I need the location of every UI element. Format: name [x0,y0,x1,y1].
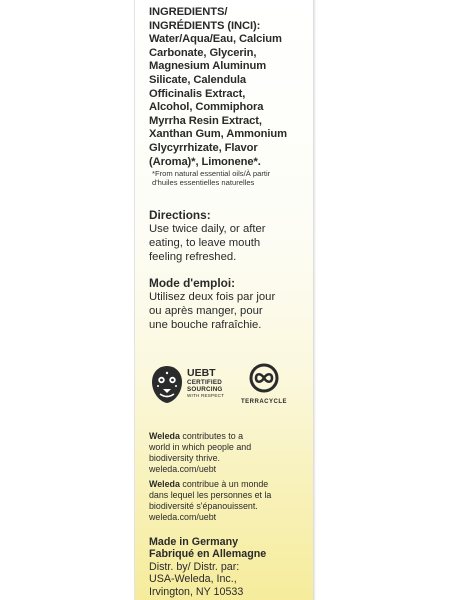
directions-line: Use twice daily, or after [149,223,266,235]
impact-text: contributes to a [179,431,244,441]
ingredient-line: Carbonate, Glycerin, [149,46,257,59]
directions-section [149,208,309,265]
uebt-url: weleda.com/uebt [149,464,217,474]
ingredient-line: Myrrha Resin Extract, [149,114,262,127]
mode-emploi-line: Utilisez deux fois par jour [149,291,276,303]
impact-line: world in which people and [149,442,252,452]
made-in-fr: Fabriqué en Allemagne [149,548,267,561]
impact-line: biodiversité s'épanouissent. [149,501,258,511]
impact-line [149,431,309,442]
uebt-tagline: WITH RESPECT [187,393,225,399]
brand-name: Weleda [149,431,180,441]
ingredient-line: Silicate, Calendula [149,73,246,86]
mode-emploi-line: ou après manger, pour [149,305,263,318]
ingredient-line: Glycyrrhizate, Flavor [149,141,258,154]
directions-line: eating, to leave mouth [149,237,261,250]
infinity-loop-icon [247,363,281,393]
impact-statement-fr [149,479,309,523]
ingredients-footnote: *From natural essential oils/À partir [152,169,271,179]
terracycle-label: TERRACYCLE [241,399,288,405]
uebt-title: UEBT [187,367,216,379]
ingredient-line: (Aroma)*, Limonene*. [149,155,261,168]
distributor-name: USA-Weleda, Inc., [149,573,237,586]
mode-emploi-heading: Mode d'emploi: [149,276,236,290]
distributor-section [149,561,309,598]
distributor-heading: Distr. by/ Distr. par: [149,561,240,573]
ingredients-section [149,6,309,187]
certification-logos [149,363,289,415]
ingredients-heading: INGREDIENTS/ [149,6,228,18]
brand-name: Weleda [149,479,180,489]
uebt-url: weleda.com/uebt [149,512,217,522]
directions-heading: Directions: [149,208,211,222]
ingredient-line: Xanthan Gum, Ammonium [149,128,287,141]
impact-line: biodiversity thrive. [149,453,221,463]
ingredient-line: Alcohol, Commiphora [149,101,264,114]
mode-emploi-line: une bouche rafraîchie. [149,319,262,332]
mode-emploi-section [149,276,309,333]
ingredients-footnote: d'huiles essentielles naturelles [152,178,255,188]
ingredient-line: Officinalis Extract, [149,87,246,100]
impact-statement-en [149,431,309,475]
uebt-text [187,368,224,399]
impact-line [149,479,309,490]
origin-section [149,536,309,561]
uebt-subtitle: CERTIFIED [187,379,223,386]
made-in-en: Made in Germany [149,536,239,548]
ingredient-line: Magnesium Aluminum [149,60,267,73]
leopard-face-icon [149,363,185,405]
ingredient-line: Water/Aqua/Eau, Calcium [149,33,282,46]
directions-line: feeling refreshed. [149,251,237,264]
impact-line: dans lequel les personnes et la [149,490,272,500]
panel-edge [313,0,316,600]
uebt-subtitle: SOURCING [187,386,223,394]
ingredients-heading-fr: INGRÉDIENTS (INCI): [149,19,261,32]
distributor-address: Irvington, NY 10533 [149,585,244,598]
impact-text: contribue à un monde [179,479,269,489]
